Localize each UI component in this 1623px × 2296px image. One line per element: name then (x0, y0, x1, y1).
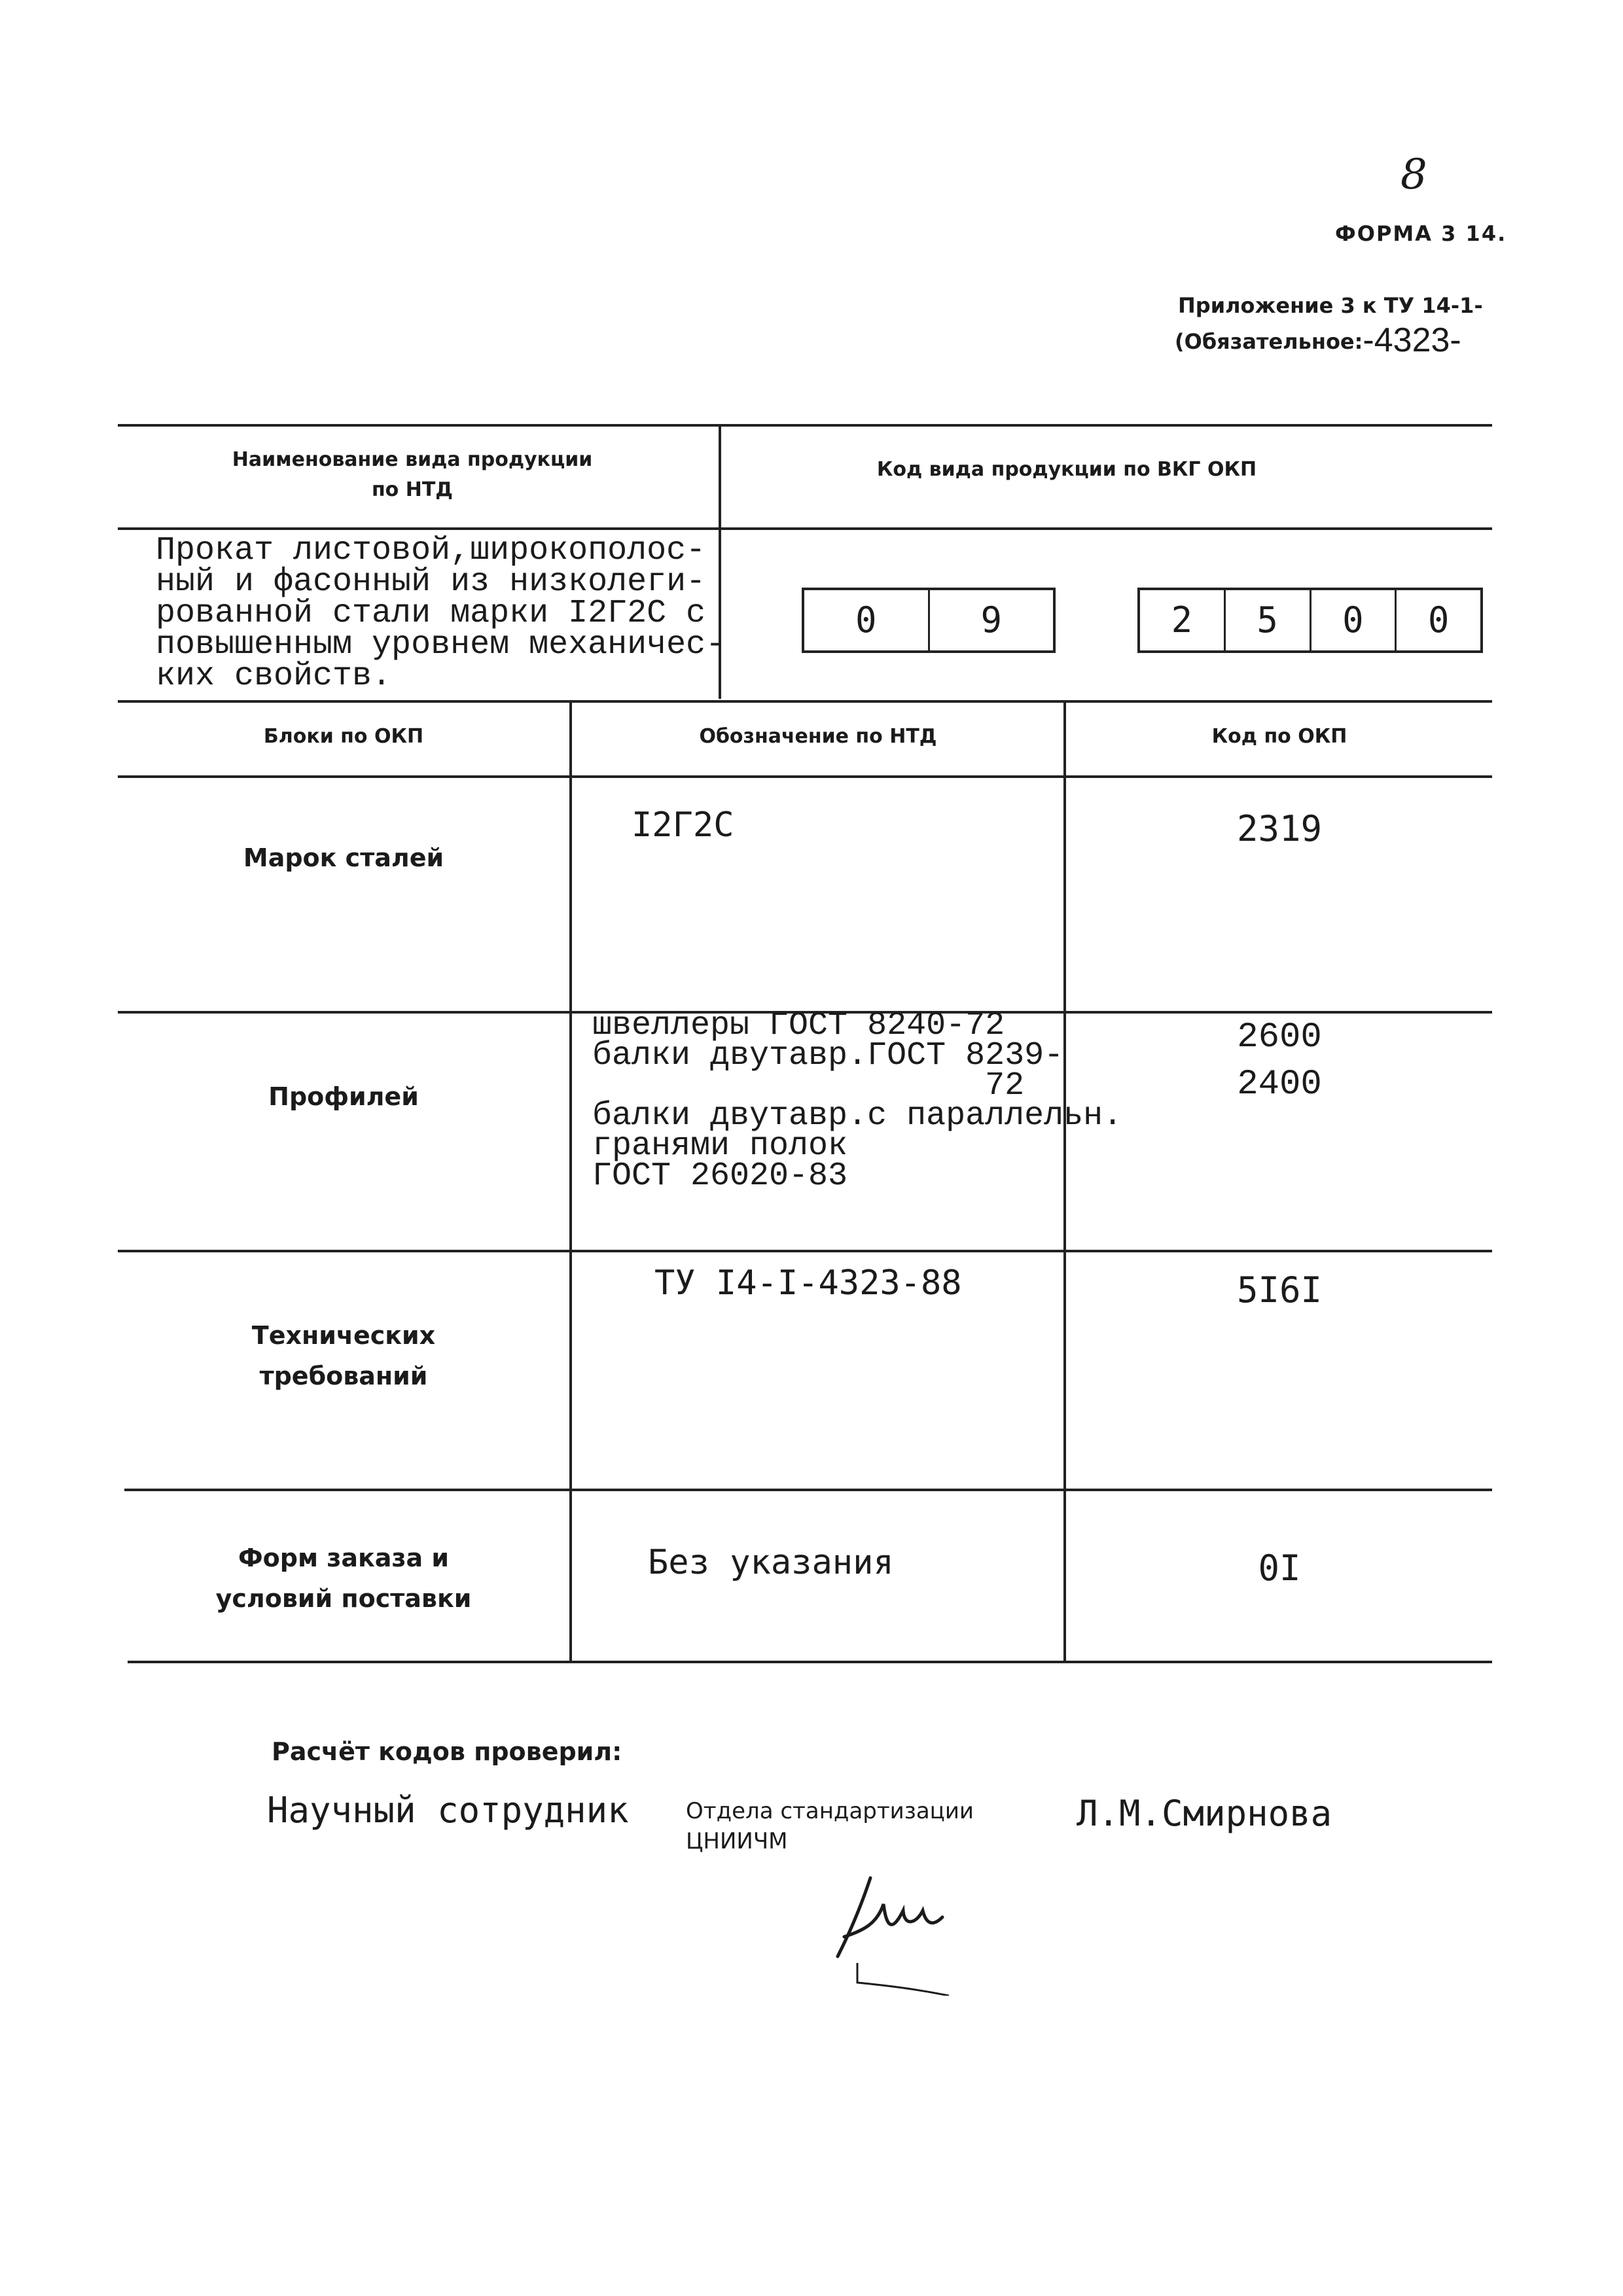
table-row-designation: ТУ I4-I-4323-88 (654, 1263, 962, 1303)
calc-checked-label: Расчёт кодов проверил: (272, 1737, 622, 1766)
product-name: Прокат листовой,широкополос- ный и фасонный из низколеги- рованной стали марки I2Г2С с повышенным уровнем механичес- ких свойств. (156, 532, 726, 695)
rule-under-header (118, 527, 1492, 530)
table-row-block: Профилей (268, 1082, 419, 1111)
mandatory-number: -4323- (1363, 321, 1461, 359)
table-row-block: Марок сталей (243, 843, 444, 872)
col-head-designation: Обозначение по НТД (699, 725, 937, 748)
code-digit: 2 (1140, 590, 1226, 650)
code-digit: 9 (980, 599, 1002, 641)
table-row-code: 0I (1258, 1547, 1301, 1589)
mandatory-label: (Обязательное: (1175, 329, 1363, 354)
product-name-col-title: Наименование вида продукции по НТД (232, 448, 593, 501)
rule-table-bottom (128, 1661, 1492, 1663)
code-box-group-1 (802, 588, 1056, 653)
table-row-designation: Без указания (648, 1543, 894, 1582)
code-box-group-2 (1137, 588, 1483, 653)
rule-table-top (118, 700, 1492, 703)
rule-table-head (118, 775, 1492, 778)
table-row-code: 5I6I (1236, 1269, 1323, 1311)
signer-name: Л.М.Смирнова (1077, 1793, 1332, 1834)
code-digit: 5 (1226, 590, 1311, 650)
signature (831, 1865, 988, 1996)
table-row-code: 2600 2400 (1237, 1017, 1322, 1104)
signer-department: Отдела стандартизации ЦНИИЧМ (686, 1798, 974, 1854)
rule-row-3 (124, 1489, 1492, 1491)
code-digit: 0 (804, 590, 930, 650)
appendix-line: Приложение 3 к ТУ 14-1- (1178, 293, 1483, 318)
table-row-designation: швеллеры ГОСТ 8240-72 балки двутавр.ГОСТ 8239- 72 балки двутавр.с параллельн. гранями полок ГОСТ 26020-83 (592, 1007, 1123, 1195)
code-digit: 0 (1427, 599, 1450, 641)
table-row-designation: I2Г2С (632, 805, 734, 845)
rule-top (118, 424, 1492, 427)
signer-position: Научный сотрудник (267, 1790, 629, 1831)
code-digit: 0 (1311, 590, 1397, 650)
table-row-block: Технических требований (251, 1321, 436, 1390)
table-row-code: 2319 (1236, 808, 1323, 849)
mandatory-line (1175, 321, 1461, 360)
rule-row-2 (118, 1250, 1492, 1252)
form-label: ФОРМА 3 14. (1335, 221, 1507, 246)
col-head-code: Код по ОКП (1211, 725, 1347, 748)
col-head-blocks: Блоки по ОКП (263, 725, 424, 748)
table-row-block: Форм заказа и условий поставки (215, 1544, 472, 1613)
rule-col-1 (569, 700, 572, 1662)
page-number: 8 (1400, 150, 1427, 199)
product-code-col-title: Код вида продукции по ВКГ ОКП (876, 458, 1257, 481)
